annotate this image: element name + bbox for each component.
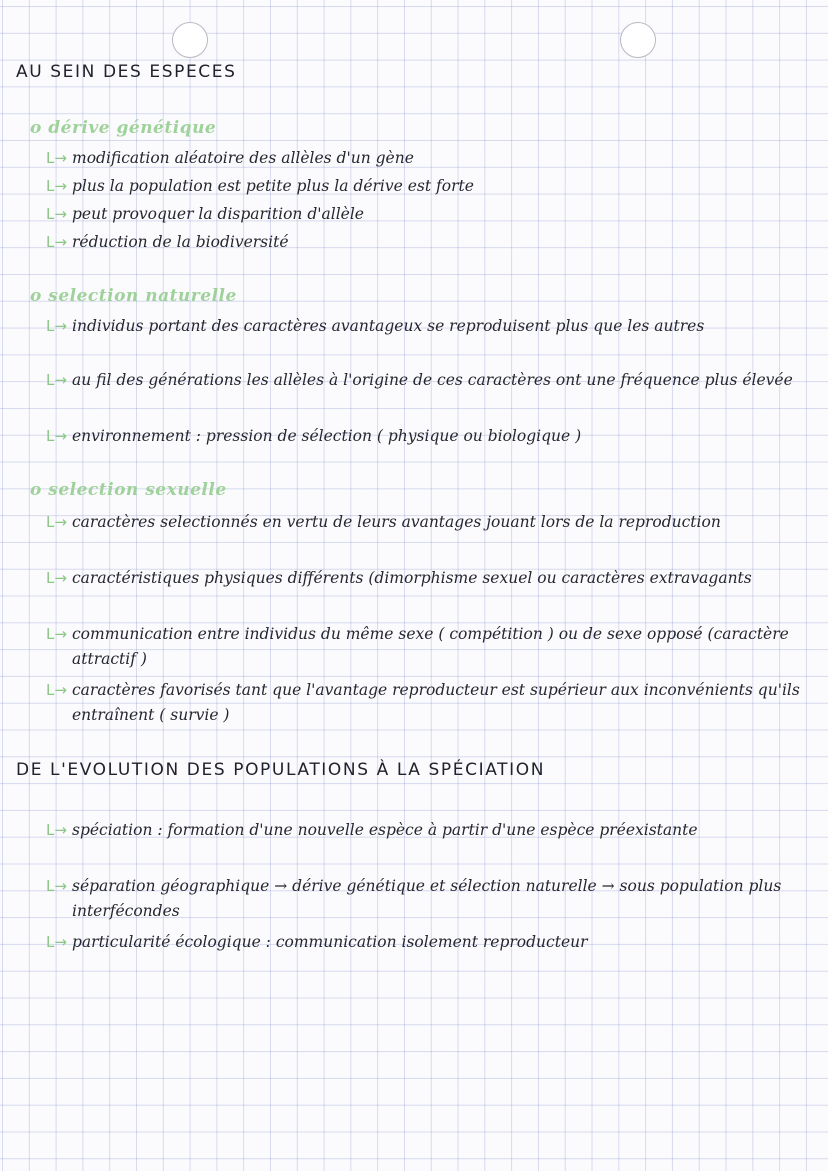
arrow-bullet-icon: L→ (46, 317, 67, 335)
arrow-bullet-icon: L→ (46, 371, 67, 389)
arrow-bullet-icon: L→ (46, 569, 67, 587)
arrow-bullet-icon: L→ (46, 233, 67, 251)
arrow-bullet-icon: L→ (46, 933, 67, 951)
list-item: L→ individus portant des caractères avantageux se reproduisent plus que les autres (46, 314, 822, 339)
list-item: L→ réduction de la biodiversité (46, 230, 822, 255)
list-item: L→ modification aléatoire des allèles d'un gène (46, 146, 822, 171)
section-title-selection-sexuelle: o selection sexuelle (30, 480, 227, 500)
list-item: L→ caractères selectionnés en vertu de leurs avantages jouant lors de la reproduction (46, 510, 822, 535)
list-item: L→ séparation géographique → dérive génétique et sélection naturelle → sous population plus interfécondes (46, 874, 822, 924)
list-item: L→ particularité écologique : communication isolement reproducteur (46, 930, 822, 955)
arrow-bullet-icon: L→ (46, 625, 67, 643)
arrow-bullet-icon: L→ (46, 513, 67, 531)
list-item: L→ environnement : pression de sélection ( physique ou biologique ) (46, 424, 822, 449)
list-item: L→ communication entre individus du même sexe ( compétition ) ou de sexe opposé (caractère attractif ) (46, 622, 822, 672)
arrow-bullet-icon: L→ (46, 681, 67, 699)
section-title-selection-naturelle: o selection naturelle (30, 286, 237, 306)
arrow-bullet-icon: L→ (46, 149, 67, 167)
punch-hole-left (172, 22, 208, 58)
heading-evolution-speciation: DE L'EVOLUTION DES POPULATIONS À LA SPÉCIATION (16, 760, 546, 780)
list-item: L→ caractéristiques physiques différents (dimorphisme sexuel ou caractères extravagants (46, 566, 822, 591)
arrow-bullet-icon: L→ (46, 177, 67, 195)
list-item: L→ peut provoquer la disparition d'allèle (46, 202, 822, 227)
arrow-bullet-icon: L→ (46, 205, 67, 223)
section-title-derive-genetique: o dérive génétique (30, 118, 216, 138)
punch-hole-right (620, 22, 656, 58)
heading-au-sein-des-especes: AU SEIN DES ESPECES (16, 62, 237, 82)
list-item: L→ au fil des générations les allèles à l'origine de ces caractères ont une fréquence plus élevée (46, 368, 822, 393)
arrow-bullet-icon: L→ (46, 427, 67, 445)
list-item: L→ caractères favorisés tant que l'avantage reproducteur est supérieur aux inconvénients qu'ils entraînent ( survie ) (46, 678, 822, 728)
arrow-bullet-icon: L→ (46, 877, 67, 895)
arrow-bullet-icon: L→ (46, 821, 67, 839)
list-item: L→ spéciation : formation d'une nouvelle espèce à partir d'une espèce préexistante (46, 818, 822, 843)
list-item: L→ plus la population est petite plus la dérive est forte (46, 174, 822, 199)
